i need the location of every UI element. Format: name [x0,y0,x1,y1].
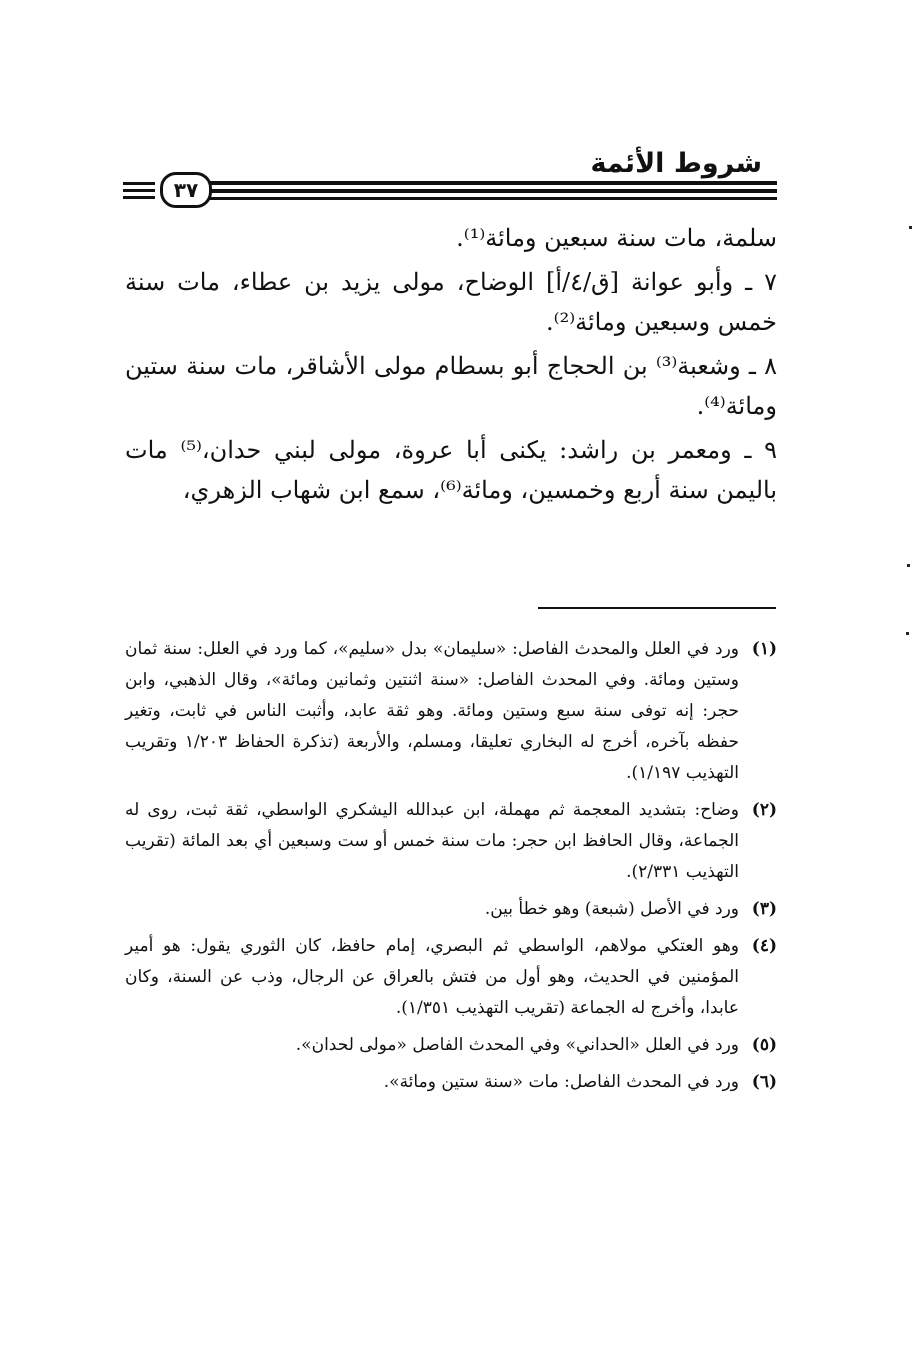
paragraph: ٧ ـ وأبو عوانة [ق/٤/أ] الوضاح، مولى يزيد بن عطاء، مات سنة خمس وسبعين ومائة⁽²⁾. [125,268,777,336]
scan-speck [907,564,910,567]
paragraph: ٩ ـ ومعمر بن راشد: يكنى أبا عروة، مولى لبني حدان،⁽⁵⁾ مات باليمن سنة أربع وخمسين، ومائة⁽⁶⁾، سمع ابن شهاب الزهري، [125,436,777,504]
scan-speck [906,632,909,635]
footnote [125,795,777,888]
scan-speck [909,226,912,229]
footnote-number: (٦) [751,1072,777,1092]
header-rule [210,197,777,200]
footnote-text: ورد في العلل «الحداني» وفي المحدث الفاصل «مولى لحدان». [295,1035,739,1055]
footnote-text: ورد في المحدث الفاصل: مات «سنة ستين ومائة». [383,1072,739,1092]
header-rule [210,189,777,193]
footnote-number: (٤) [751,936,777,956]
footnote-number: (٥) [751,1035,777,1055]
header-rule-ornament [123,182,155,185]
footnote [125,894,777,925]
footnote-number: (٣) [751,899,777,919]
footnote-text: ورد في العلل والمحدث الفاصل: «سليمان» بدل «سليم»، كما ورد في العلل: سنة ثمان وستين ومائة. وفي المحدث الفاصل: «سنة اثنتين وثمانين ومائة»، وقال الذهبي، وابن حجر: إنه توفى سنة سبع وستين ومائة. وهو ثقة عابد، وأثبت الناس في ثابت، وتغير حفظه بآخره، أخرج له البخاري تعليقا، ومسلم، والأربعة (تذكرة الحفاظ ١/٢٠٣ وتقريب التهذيب ١/١٩٧). [125,639,739,783]
footnote [125,1067,777,1098]
footnote [125,634,777,789]
header-rule [210,181,777,185]
footnote-text: وضاح: بتشديد المعجمة ثم مهملة، ابن عبدالله اليشكري الواسطي، ثقة ثبت، روى له الجماعة، وقال الحافظ ابن حجر: مات سنة خمس أو ست وسبعين أي بعد المائة (تقريب التهذيب ٢/٣٣١). [125,800,739,882]
main-text [125,218,777,510]
footnote [125,931,777,1024]
running-title: شروط الأئمة [590,148,762,179]
paragraph: ٨ ـ وشعبة⁽³⁾ بن الحجاج أبو بسطام مولى الأشاقر، مات سنة ستين ومائة⁽⁴⁾. [125,352,777,420]
footnotes [125,634,777,1104]
paragraph: سلمة، مات سنة سبعين ومائة⁽¹⁾. [456,224,777,252]
header-rule-ornament [123,189,155,192]
footnote-number: (٢) [751,800,777,820]
header-rule-ornament [123,196,155,199]
footnote-separator [538,607,776,609]
footnote-number: (١) [751,639,777,659]
page-number-text: ٣٧ [173,178,199,202]
page-number [160,172,212,208]
footnote [125,1030,777,1061]
footnote-text: ورد في الأصل (شبعة) وهو خطأ بين. [484,899,739,919]
footnote-text: وهو العتكي مولاهم، الواسطي ثم البصري، إمام حافظ، كان الثوري يقول: هو أمير المؤمنين في الحديث، وهو أول من فتش بالعراق عن الرجال، وذب عن السنة، وكان عابدا، وأخرج له الجماعة (تقريب التهذيب ١/٣٥١). [125,936,739,1018]
